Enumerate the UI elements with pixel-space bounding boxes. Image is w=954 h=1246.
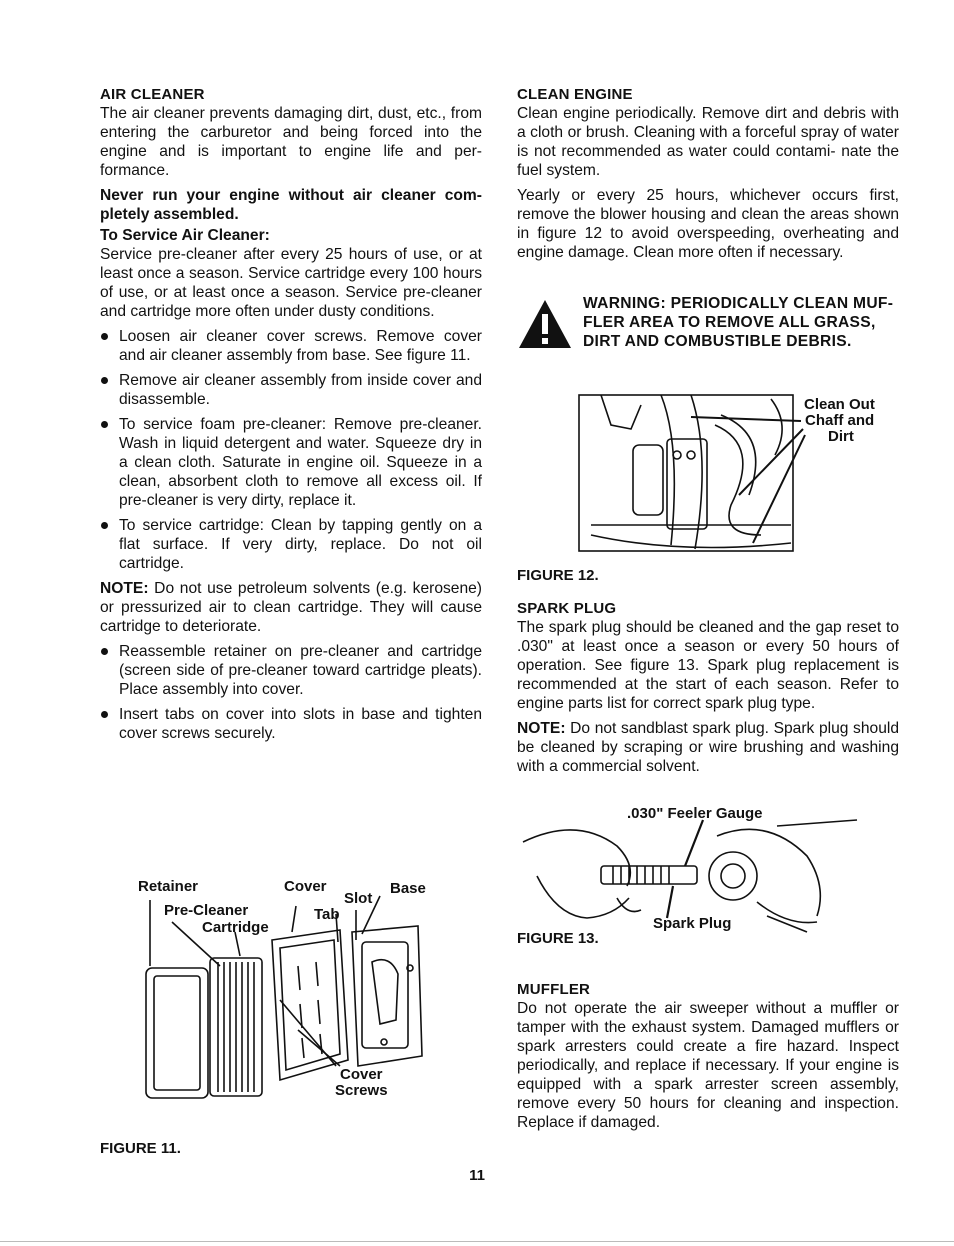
cartridge-label: Cartridge <box>202 919 269 936</box>
figure-11 <box>100 870 440 1160</box>
cover-screws-label-line1: Cover <box>340 1066 383 1083</box>
to-service-text: Service pre-cleaner after every 25 hours of use, or at least once a season. Service cartridge every 100 hours of use, or at least once a season. Service pre-cleaner and cartridge more often under dusty conditions. <box>100 246 482 320</box>
list-item: Remove air cleaner assembly from inside cover and disassemble. <box>100 371 482 409</box>
cartridge-note <box>100 579 482 636</box>
clean-engine-p1: Clean engine periodically. Remove dirt and debris with a cloth or brush. Cleaning with a forceful spray of water is not recommended as water could contami- nate the fuel system. <box>517 105 899 179</box>
left-column <box>100 86 482 749</box>
to-service-heading: To Service Air Cleaner: <box>100 227 270 244</box>
muffler-heading: MUFFLER <box>517 981 591 998</box>
right-column <box>517 86 899 1138</box>
page-number: 11 <box>469 1167 485 1184</box>
air-cleaner-intro: The air cleaner prevents damaging dirt, dust, etc., from entering the carburetor and being forced into the engine and is important to engine life and per- formance. <box>100 105 482 179</box>
spark-plug-p1: The spark plug should be cleaned and the gap reset to .030" at least once a season or every 50 hours of operation. See figure 13. Spark plug replacement is recommended at the start of each season. Refer to engine parts list for correct spark plug type. <box>517 619 899 712</box>
clean-out-label-line2: Chaff and <box>805 412 875 429</box>
muffler-warning <box>517 294 899 351</box>
spark-plug-label: Spark Plug <box>653 915 732 932</box>
figure-12-caption: FIGURE 12. <box>517 567 599 584</box>
list-item: To service foam pre-cleaner: Remove pre-cleaner. Wash in liquid detergent and water. Squeeze dry in a clean cloth. Saturate in engine oil. Squeeze in a clean, absorbent cloth to remove all excess oil. If pre-cleaner is very dirty, replace it. <box>100 415 482 510</box>
figure-12 <box>517 385 899 563</box>
warning-text: WARNING: PERIODICALLY CLEAN MUF- FLER AREA TO REMOVE ALL GRASS, DIRT AND COMBUSTIBLE DEBRIS. <box>583 295 894 350</box>
service-steps-list <box>100 327 482 573</box>
list-item: Reassemble retainer on pre-cleaner and cartridge (screen side of pre-cleaner toward cartridge pleats). Place assembly into cover. <box>100 642 482 699</box>
reassembly-steps-list <box>100 642 482 743</box>
spark-plug-note <box>517 719 899 776</box>
figure-13-caption: FIGURE 13. <box>517 930 599 947</box>
list-item: To service cartridge: Clean by tapping gently on a flat surface. If very dirty, replace. Do not oil cartridge. <box>100 516 482 573</box>
retainer-label: Retainer <box>138 878 199 895</box>
cover-label: Cover <box>284 878 327 895</box>
air-cleaner-warning: Never run your engine without air cleaner com- pletely assembled. <box>100 187 482 223</box>
bottom-rule <box>0 1241 954 1242</box>
clean-out-label-line3: Dirt <box>828 428 854 445</box>
note-text: Do not sandblast spark plug. Spark plug should be cleaned by scraping or wire brushing and washing with a commercial solvent. <box>517 720 899 775</box>
figure-13 <box>517 806 899 946</box>
note-label: NOTE: <box>100 580 149 597</box>
pre-cleaner-label: Pre-Cleaner <box>164 902 249 919</box>
clean-engine-heading: CLEAN ENGINE <box>517 86 633 103</box>
clean-out-label-line1: Clean Out <box>804 396 875 413</box>
air-cleaner-exploded-illustration <box>100 870 440 1100</box>
figure-11-caption: FIGURE 11. <box>100 1140 181 1157</box>
clean-engine-p2: Yearly or every 25 hours, whichever occurs first, remove the blower housing and clean the areas shown in figure 12 to avoid overspeeding, overheating and engine damage. Clean more often if necessary. <box>517 187 899 261</box>
warning-triangle-icon <box>517 298 573 350</box>
base-label: Base <box>390 880 426 897</box>
muffler-text: Do not operate the air sweeper without a muffler or tamper with the exhaust system. Damaged mufflers or spark arresters could create a fire hazard. Inspect periodically, and replace if necessary. If your engine is equipped with a spark arrester screen assembly, remove every 50 hours for cleaning and inspection. Replace if damaged. <box>517 1000 899 1131</box>
feeler-gauge-label: .030" Feeler Gauge <box>627 805 763 822</box>
air-cleaner-heading: AIR CLEANER <box>100 86 205 103</box>
tab-label: Tab <box>314 906 340 923</box>
list-item: Loosen air cleaner cover screws. Remove cover and air cleaner assembly from base. See figure 11. <box>100 327 482 365</box>
note-text: Do not use petroleum solvents (e.g. kerosene) or pressurized air to clean cartridge. They will cause cartridge to deteriorate. <box>100 580 482 635</box>
cover-screws-label-line2: Screws <box>335 1082 388 1099</box>
spark-plug-heading: SPARK PLUG <box>517 600 617 617</box>
list-item: Insert tabs on cover into slots in base and tighten cover screws securely. <box>100 705 482 743</box>
note-label: NOTE: <box>517 720 566 737</box>
slot-label: Slot <box>344 890 373 907</box>
